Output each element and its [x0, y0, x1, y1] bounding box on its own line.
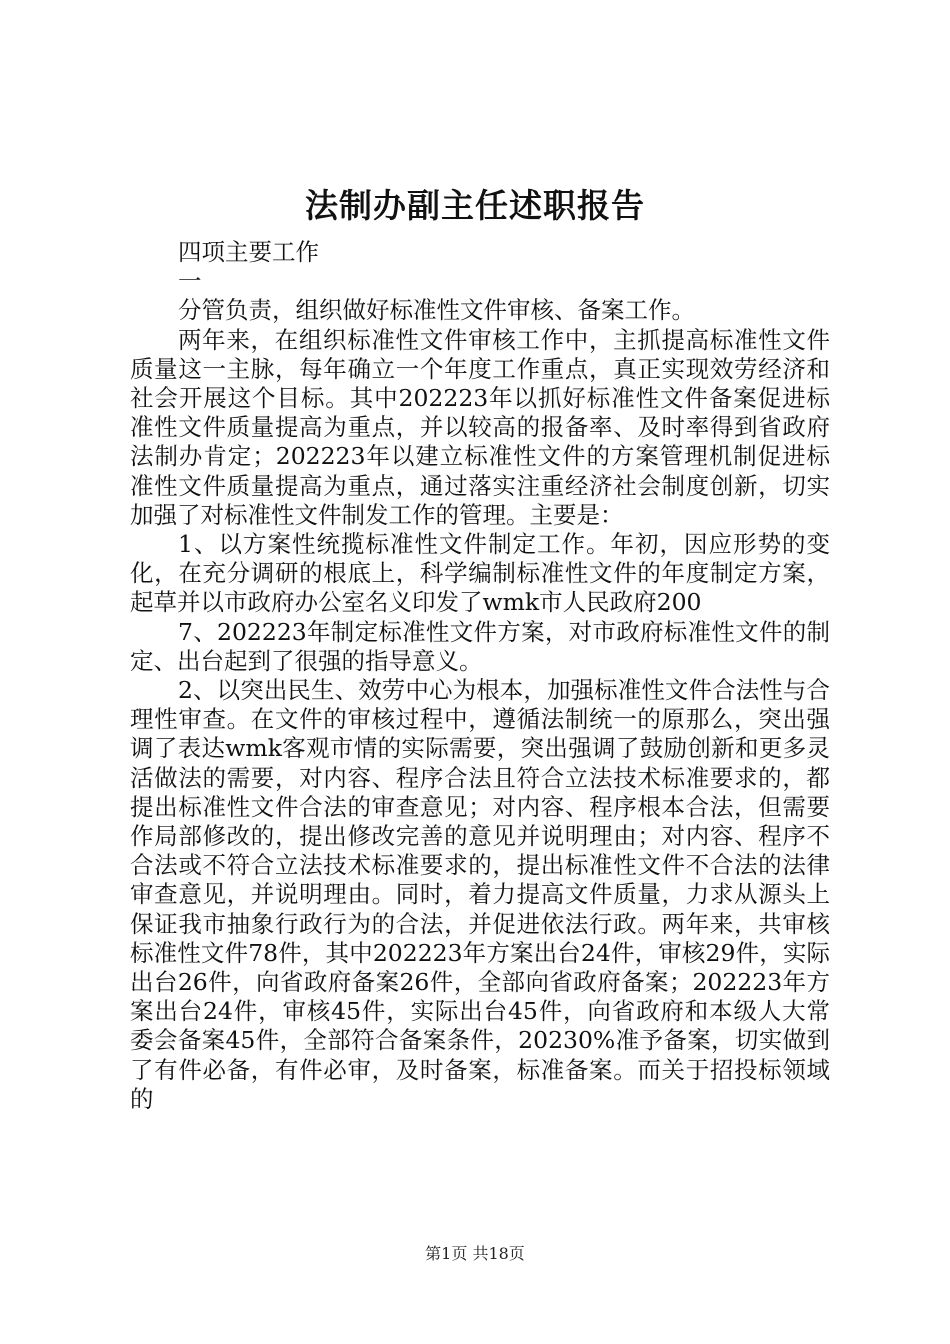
paragraph: 分管负责，组织做好标准性文件审核、备案工作。: [178, 296, 695, 325]
paragraph: 7、202223年制定标准性文件方案，对市政府标准性文件的制定、出台起到了很强的指导意义。: [130, 617, 830, 675]
document-title: 法制办副主任述职报告: [305, 186, 645, 225]
section-number: 一: [178, 267, 202, 296]
paragraph: 2、以突出民生、效劳中心为根本，加强标准性文件合法性与合理性审查。在文件的审核过程中，遵循法制统一的原那么，突出强调了表达wmk客观市情的实际需要，突出强调了鼓励创新和更多灵活做法的需要，对内容、程序合法且符合立法技术标准要求的，都提出标准性文件合法的审查意见；对内容、程序根本合法，但需要作局部修改的，提出修改完善的意见并说明理由；对内容、程序不合法或不符合立法技术标准要求的，提出标准性文件不合法的法律审查意见，并说明理由。同时，着力提高文件质量，力求从源头上保证我市抽象行政行为的合法，并促进依法行政。两年来，共审核标准性文件78件，其中202223年方案出台24件，审核29件，实际出台26件，向省政府备案26件，全部向省政府备案；202223年方案出台24件，审核45件，实际出台45件，向省政府和本级人大常委会备案45件，全部符合备案条件，20230%准予备案，切实做到了有件必备，有件必审，及时备案，标准备案。而关于招投标领域的: [130, 676, 830, 1113]
page-footer: 第1页 共18页: [425, 1244, 525, 1263]
document-body: [130, 238, 830, 1114]
section-heading: 四项主要工作: [178, 238, 319, 266]
paragraph: 两年来，在组织标准性文件审核工作中，主抓提高标准性文件质量这一主脉，每年确立一个年度工作重点，真正实现效劳经济和社会开展这个目标。其中202223年以抓好标准性文件备案促进标准性文件质量提高为重点，并以较高的报备率、及时率得到省政府法制办肯定；202223年以建立标准性文件的方案管理机制促进标准性文件质量提高为重点，通过落实注重经济社会制度创新，切实加强了对标准性文件制发工作的管理。主要是：: [130, 325, 830, 529]
paragraph: 1、以方案性统揽标准性文件制定工作。年初，因应形势的变化，在充分调研的根底上，科学编制标准性文件的年度制定方案，起草并以市政府办公室名义印发了wmk市人民政府200: [130, 530, 830, 617]
